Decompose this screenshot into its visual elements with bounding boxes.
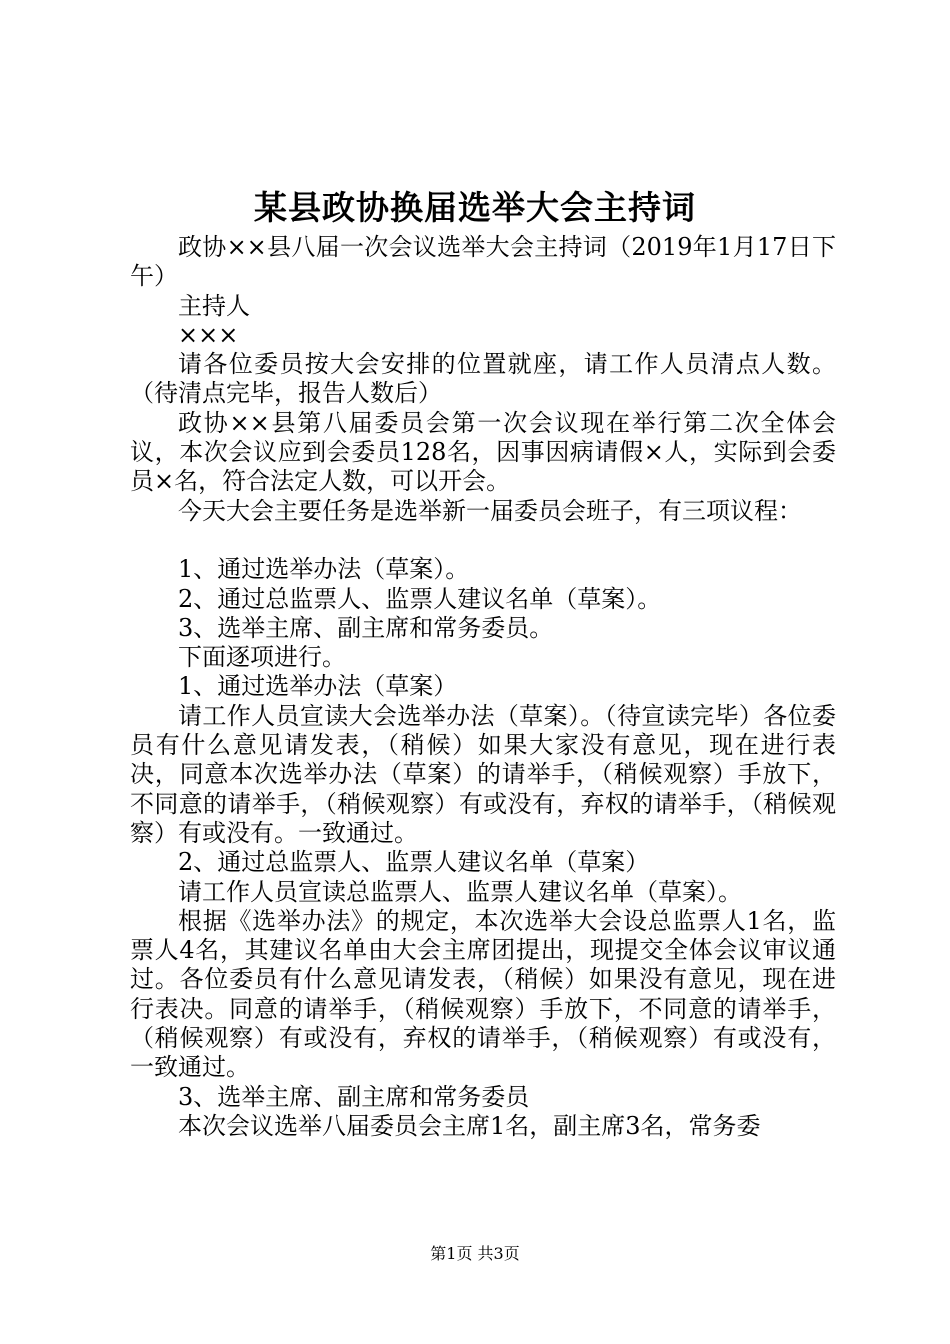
paragraph-section-2-vote: 根据《选举办法》的规定，本次选举大会设总监票人1名，监票人4名，其建议名单由大会主席团提出，现提交全体会议审议通过。各位委员有什么意见请发表，（稍候）如果没有意见，现在进行表决。同意的请举手，（稍候观察）手放下，不同意的请举手，（稍候观察）有或没有，弃权的请举手，（稍候观察）有或没有，一致通过。 — [130, 906, 836, 1082]
agenda-item-1: 1、通过选举办法（草案）。 — [178, 555, 470, 584]
document-title: 某县政协换届选举大会主持词 — [254, 188, 696, 227]
paragraph-agenda-intro: 今天大会主要任务是选举新一届委员会班子，有三项议程： — [178, 496, 802, 525]
paragraph-host-name: ××× — [178, 320, 239, 349]
paragraph-host-label: 主持人 — [178, 291, 250, 320]
paragraph-proceed: 下面逐项进行。 — [178, 643, 346, 672]
paragraph-opening: 政协××县第八届委员会第一次会议现在举行第二次全体会议，本次会议应到会委员128名，因事因病请假×人，实际到会委员×名，符合法定人数，可以开会。 — [130, 408, 836, 496]
page-footer: 第1页 共3页 — [430, 1244, 520, 1263]
paragraph-section-2-read: 请工作人员宣读总监票人、监票人建议名单（草案）。 — [178, 877, 742, 906]
paragraph-section-3: 本次会议选举八届委员会主席1名，副主席3名，常务委 — [178, 1111, 761, 1140]
section-heading-2: 2、通过总监票人、监票人建议名单（草案） — [178, 848, 650, 877]
paragraph-section-1: 请工作人员宣读大会选举办法（草案）。（待宣读完毕）各位委员有什么意见请发表，（稍候）如果大家没有意见，现在进行表决，同意本次选举办法（草案）的请举手，（稍候观察）手放下，不同意的请举手，（稍候观察）有或没有，弃权的请举手，（稍候观察）有或没有。一致通过。 — [130, 701, 836, 847]
section-heading-1: 1、通过选举办法（草案） — [178, 672, 458, 701]
document-body — [130, 233, 836, 1141]
paragraph-seating: 请各位委员按大会安排的位置就座，请工作人员清点人数。（待清点完毕，报告人数后） — [130, 350, 836, 408]
section-heading-3: 3、选举主席、副主席和常务委员 — [178, 1082, 530, 1111]
agenda-item-3: 3、选举主席、副主席和常务委员。 — [178, 613, 554, 642]
agenda-item-2: 2、通过总监票人、监票人建议名单（草案）。 — [178, 584, 662, 613]
paragraph-heading-line: 政协××县八届一次会议选举大会主持词（2019年1月17日下午） — [130, 233, 836, 291]
blank-line — [130, 526, 836, 555]
